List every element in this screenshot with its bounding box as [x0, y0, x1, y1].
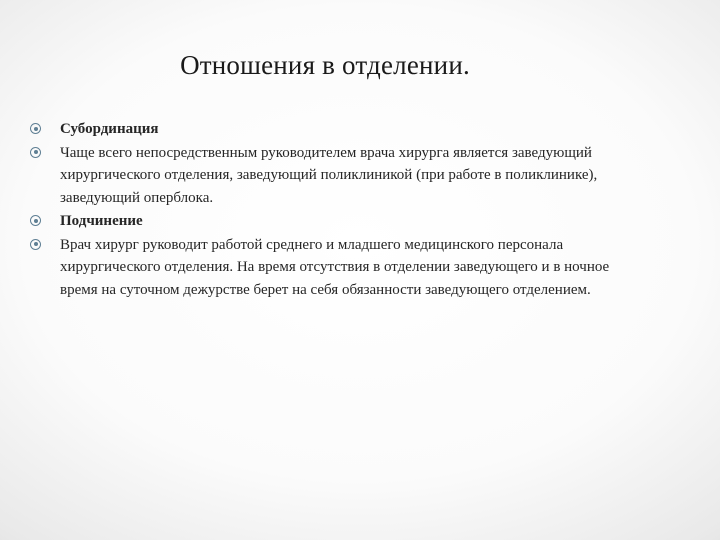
circle-dot-icon [30, 123, 41, 134]
bullet-list [30, 118, 650, 302]
bullet-item-subordination [30, 118, 650, 141]
bullet-item-supervisor [30, 142, 650, 210]
bullet-text: Субординация [60, 121, 159, 137]
bullet-text: Подчинение [60, 213, 143, 229]
circle-dot-icon [30, 147, 41, 158]
bullet-text: Врач хирург руководит работой среднего и младшего медицинского персонала хирургического отделения. На время отсутствия в отделении заведующего и в ночное время на суточном дежурстве берет на себя обязанности заведующего отделением. [60, 236, 610, 298]
bullet-item-duties [30, 234, 650, 302]
bullet-item-subordinates [30, 210, 650, 233]
circle-dot-icon [30, 239, 41, 250]
circle-dot-icon [30, 215, 41, 226]
bullet-text: Чаще всего непосредственным руководителем врача хирурга является заведующий хирургического отделения, заведующий поликлиникой (при работе в поликлинике), заведующий оперблока. [60, 144, 598, 206]
slide-title: Отношения в отделении. [180, 50, 470, 80]
